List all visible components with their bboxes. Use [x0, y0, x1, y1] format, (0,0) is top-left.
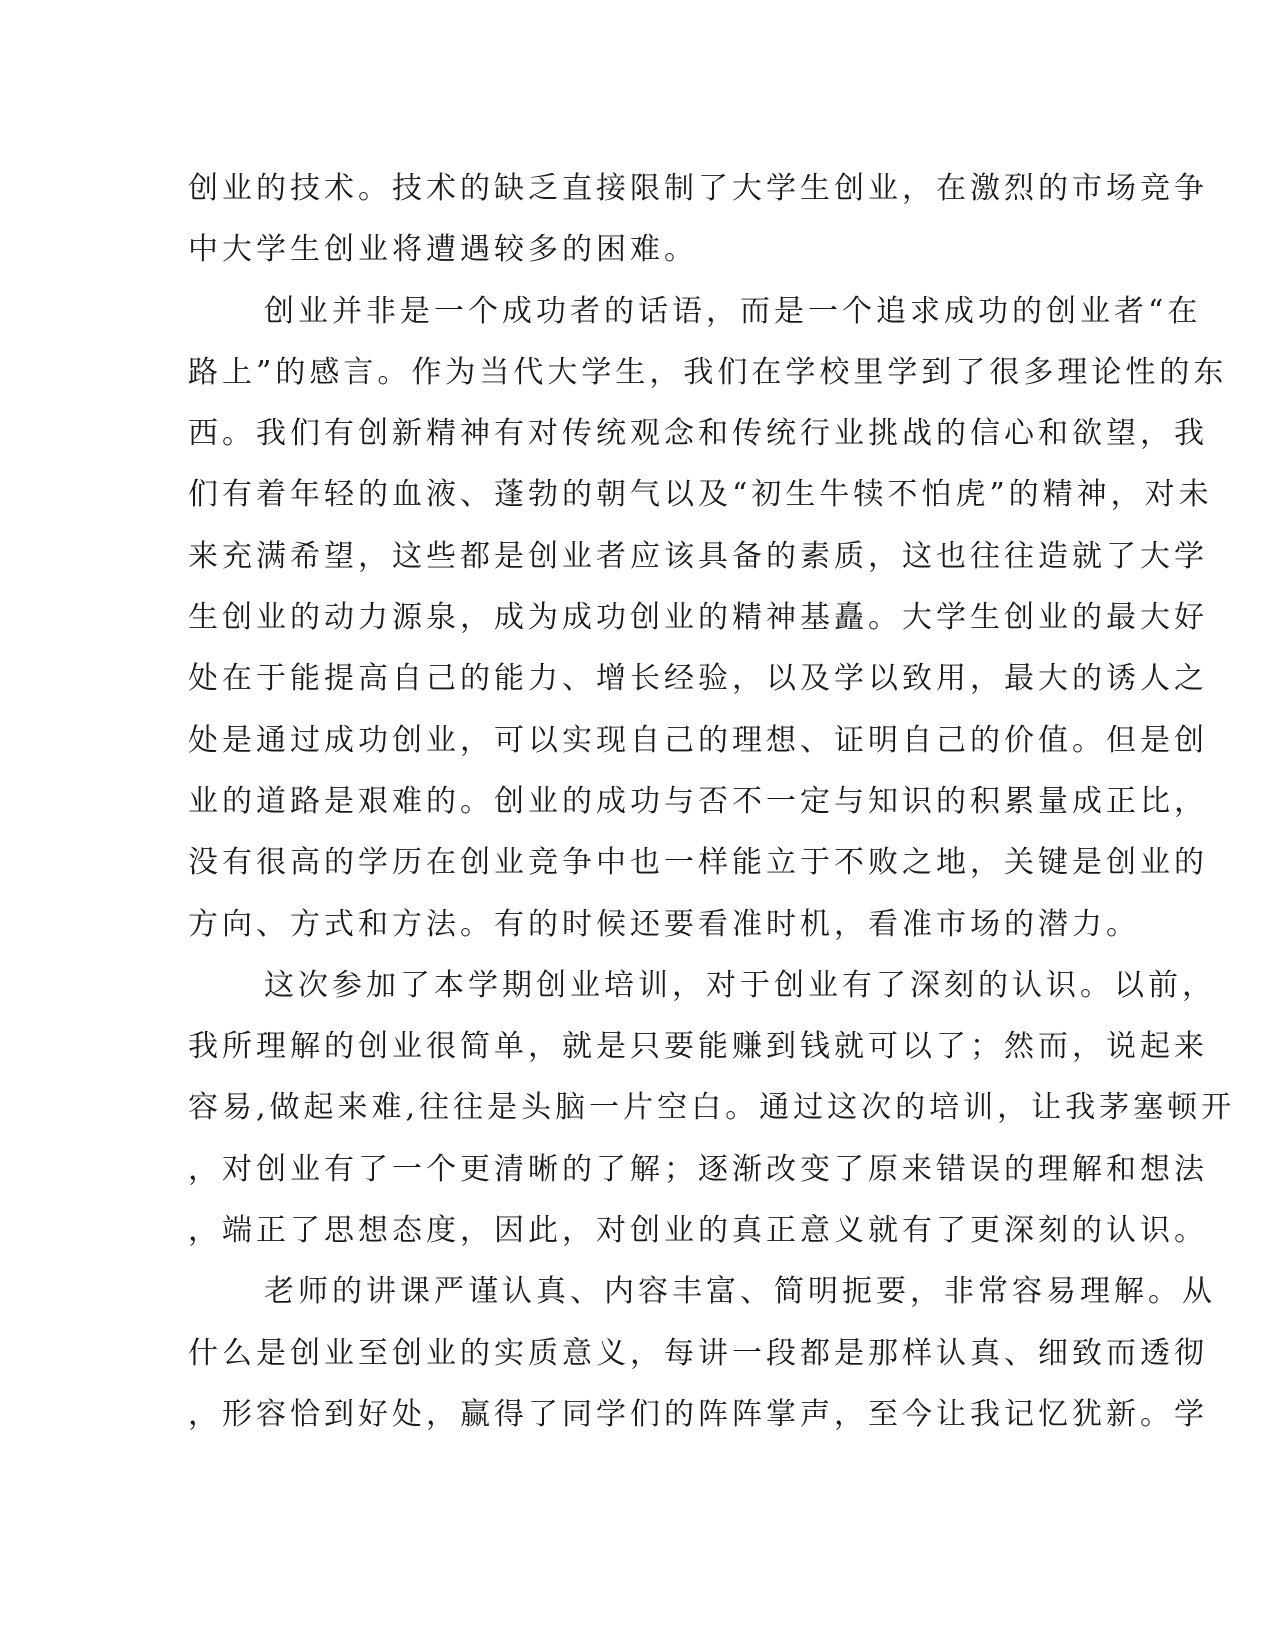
- text-line: 业的道路是艰难的。创业的成功与否不一定与知识的积累量成正比，: [188, 783, 1208, 819]
- text-line: 方向、方式和方法。有的时候还要看准时机，看准市场的潜力。: [188, 906, 1140, 942]
- body-text: [188, 158, 1236, 1445]
- text-line: 中大学生创业将遭遇较多的困难。: [188, 232, 698, 268]
- text-line: 创业的技术。技术的缺乏直接限制了大学生创业，在激烈的市场竞争: [188, 171, 1208, 206]
- text-line: 我所理解的创业很简单，就是只要能赚到钱就可以了；然而，说起来: [188, 1029, 1208, 1065]
- paragraph-2: [188, 281, 1228, 955]
- paragraph-3: [188, 955, 1236, 1261]
- text-line: 路上”的感言。作为当代大学生，我们在学校里学到了很多理论性的东: [188, 354, 1228, 390]
- text-line: 这次参加了本学期创业培训，对于创业有了深刻的认识。以前，: [264, 967, 1216, 1003]
- text-line: ，形容恰到好处，赢得了同学们的阵阵掌声，至今让我记忆犹新。学: [188, 1396, 1208, 1432]
- paragraph-4: [188, 1261, 1216, 1445]
- text-line: 什么是创业至创业的实质意义，每讲一段都是那样认真、细致而透彻: [188, 1335, 1208, 1371]
- text-line: 们有着年轻的血液、蓬勃的朝气以及“初生牛犊不怕虎”的精神，对未: [188, 477, 1213, 513]
- text-line: ，对创业有了一个更清晰的了解；逐渐改变了原来错误的理解和想法: [188, 1151, 1208, 1187]
- text-line: 老师的讲课严谨认真、内容丰富、简明扼要，非常容易理解。从: [264, 1274, 1216, 1310]
- text-line: 创业并非是一个成功者的话语，而是一个追求成功的创业者“在: [264, 293, 1202, 329]
- text-line: 容易,做起来难,往往是头脑一片空白。通过这次的培训，让我茅塞顿开: [188, 1090, 1236, 1126]
- paragraph-1: [188, 158, 1208, 281]
- text-line: 西。我们有创新精神有对传统观念和传统行业挑战的信心和欲望，我: [188, 416, 1208, 452]
- text-line: 生创业的动力源泉，成为成功创业的精神基矗。大学生创业的最大好: [188, 600, 1208, 636]
- text-line: ，端正了思想态度，因此，对创业的真正意义就有了更深刻的认识。: [188, 1213, 1208, 1249]
- text-line: 来充满希望，这些都是创业者应该具备的素质，这也往往造就了大学: [188, 538, 1208, 574]
- text-line: 没有很高的学历在创业竞争中也一样能立于不败之地，关键是创业的: [188, 845, 1208, 881]
- text-line: 处在于能提高自己的能力、增长经验，以及学以致用，最大的诱人之: [188, 661, 1208, 697]
- text-line: 处是通过成功创业，可以实现自己的理想、证明自己的价值。但是创: [188, 722, 1208, 758]
